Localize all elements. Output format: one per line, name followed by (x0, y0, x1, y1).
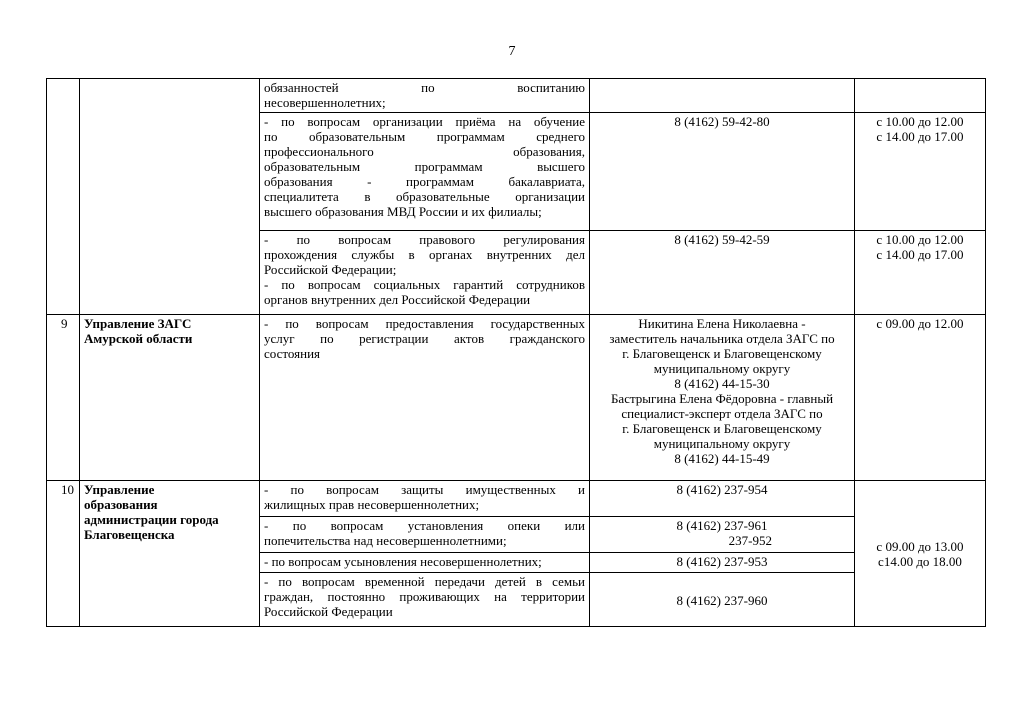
contact-line: Бастрыгина Елена Фёдоровна - главный (610, 391, 834, 406)
organization-name: Управление ЗАГС (84, 316, 192, 331)
page-number: 7 (508, 44, 516, 59)
question-line: - по вопросам социальных гарантий сотрудников (264, 277, 585, 292)
question-line: по образовательным программам среднего (264, 129, 585, 144)
question-line: состояния (264, 346, 320, 361)
organization-cell (80, 79, 260, 315)
time-cell (855, 113, 986, 231)
reception-time: с 14.00 до 17.00 (876, 129, 964, 144)
contact-line: г. Благовещенск и Благовещенскому (622, 421, 822, 436)
reception-time: с14.00 до 18.00 (878, 554, 962, 569)
phone-number: 8 (4162) 237-960 (676, 592, 768, 608)
question-line: жилищных прав несовершеннолетних; (264, 497, 480, 512)
table-row (47, 481, 986, 517)
organization-name: администрации города (84, 512, 219, 527)
organization-name: Благовещенска (84, 527, 175, 542)
question-line: прохождения службы в органах внутренних дел (264, 247, 585, 262)
question-cell (260, 573, 590, 627)
question-cell (260, 517, 590, 553)
question-line: образовательным программам высшего (264, 159, 585, 174)
reception-time: с 10.00 до 12.00 (876, 114, 964, 129)
row-number: 10 (61, 482, 74, 497)
question-line: Российской Федерации; (264, 262, 397, 277)
question-cell (260, 231, 590, 315)
reception-time: с 09.00 до 12.00 (876, 316, 964, 331)
question-cell (260, 113, 590, 231)
contact-line: заместитель начальника отдела ЗАГС по (609, 331, 835, 346)
phone-cell (590, 79, 855, 113)
row-number-cell (47, 79, 80, 315)
row-number: 9 (61, 316, 68, 331)
reception-time: с 09.00 до 13.00 (876, 539, 964, 554)
question-line: попечительства над несовершеннолетними; (264, 533, 507, 548)
question-line: высшего образования МВД России и их филиалы; (264, 204, 542, 219)
question-line: - по вопросам правового регулирования (264, 232, 585, 247)
question-line: обязанностей по воспитанию (264, 80, 585, 95)
question-line: профессионального образования, (264, 144, 585, 159)
phone-cell (590, 231, 855, 315)
contact-line: г. Благовещенск и Благовещенскому (622, 346, 822, 361)
time-cell (855, 481, 986, 627)
phone-number: 8 (4162) 59-42-80 (674, 114, 770, 129)
organization-cell (80, 481, 260, 627)
phone-cell (590, 481, 855, 517)
question-line: образования - программам бакалавриата, (264, 174, 585, 189)
question-cell (260, 553, 590, 573)
question-cell (260, 315, 590, 481)
row-number-cell (47, 315, 80, 481)
question-line: - по вопросам усыновления несовершеннолетних; (264, 554, 542, 569)
question-line: Российской Федерации (264, 604, 393, 619)
question-line: органов внутренних дел Российской Федерации (264, 292, 531, 307)
contact-line: Никитина Елена Николаевна - (638, 316, 806, 331)
phone-number: 8 (4162) 237-961 (676, 518, 768, 533)
question-line: - по вопросам предоставления государственных (264, 316, 585, 331)
time-cell (855, 315, 986, 481)
question-line: несовершеннолетних; (264, 95, 386, 110)
table-row (47, 315, 986, 481)
question-line: - по вопросам защиты имущественных и (264, 482, 585, 497)
time-cell (855, 79, 986, 113)
contact-line: муниципальному округу (653, 361, 791, 376)
organization-cell (80, 315, 260, 481)
reception-time: с 10.00 до 12.00 (876, 232, 964, 247)
question-line: услуг по регистрации актов гражданского (264, 331, 585, 346)
phone-cell (590, 113, 855, 231)
phone-number: 8 (4162) 44-15-49 (674, 451, 770, 466)
contact-line: специалист-эксперт отдела ЗАГС по (621, 406, 823, 421)
question-cell (260, 79, 590, 113)
contact-cell (590, 315, 855, 481)
phone-number: 237-952 (728, 533, 772, 548)
phone-number: 8 (4162) 237-954 (676, 482, 768, 497)
contact-line: муниципальному округу (653, 436, 791, 451)
question-line: - по вопросам временной передачи детей в семьи (264, 574, 585, 589)
table-row (47, 79, 986, 113)
question-cell (260, 481, 590, 517)
question-line: - по вопросам установления опеки или (264, 518, 585, 533)
phone-number: 8 (4162) 44-15-30 (674, 376, 770, 391)
phone-cell (590, 573, 855, 627)
organization-name: образования (84, 497, 158, 512)
question-line: специалитета в образовательные организации (264, 189, 585, 204)
phone-number: 8 (4162) 237-953 (676, 554, 768, 569)
phone-number: 8 (4162) 59-42-59 (674, 232, 770, 247)
time-cell (855, 231, 986, 315)
organization-name: Управление (84, 482, 155, 497)
question-line: граждан, постоянно проживающих на территории (264, 589, 585, 604)
contacts-table (46, 78, 986, 627)
organization-name: Амурской области (84, 331, 193, 346)
row-number-cell (47, 481, 80, 627)
phone-cell (590, 517, 855, 553)
question-line: - по вопросам организации приёма на обучение (264, 114, 585, 129)
reception-time: с 14.00 до 17.00 (876, 247, 964, 262)
phone-cell (590, 553, 855, 573)
